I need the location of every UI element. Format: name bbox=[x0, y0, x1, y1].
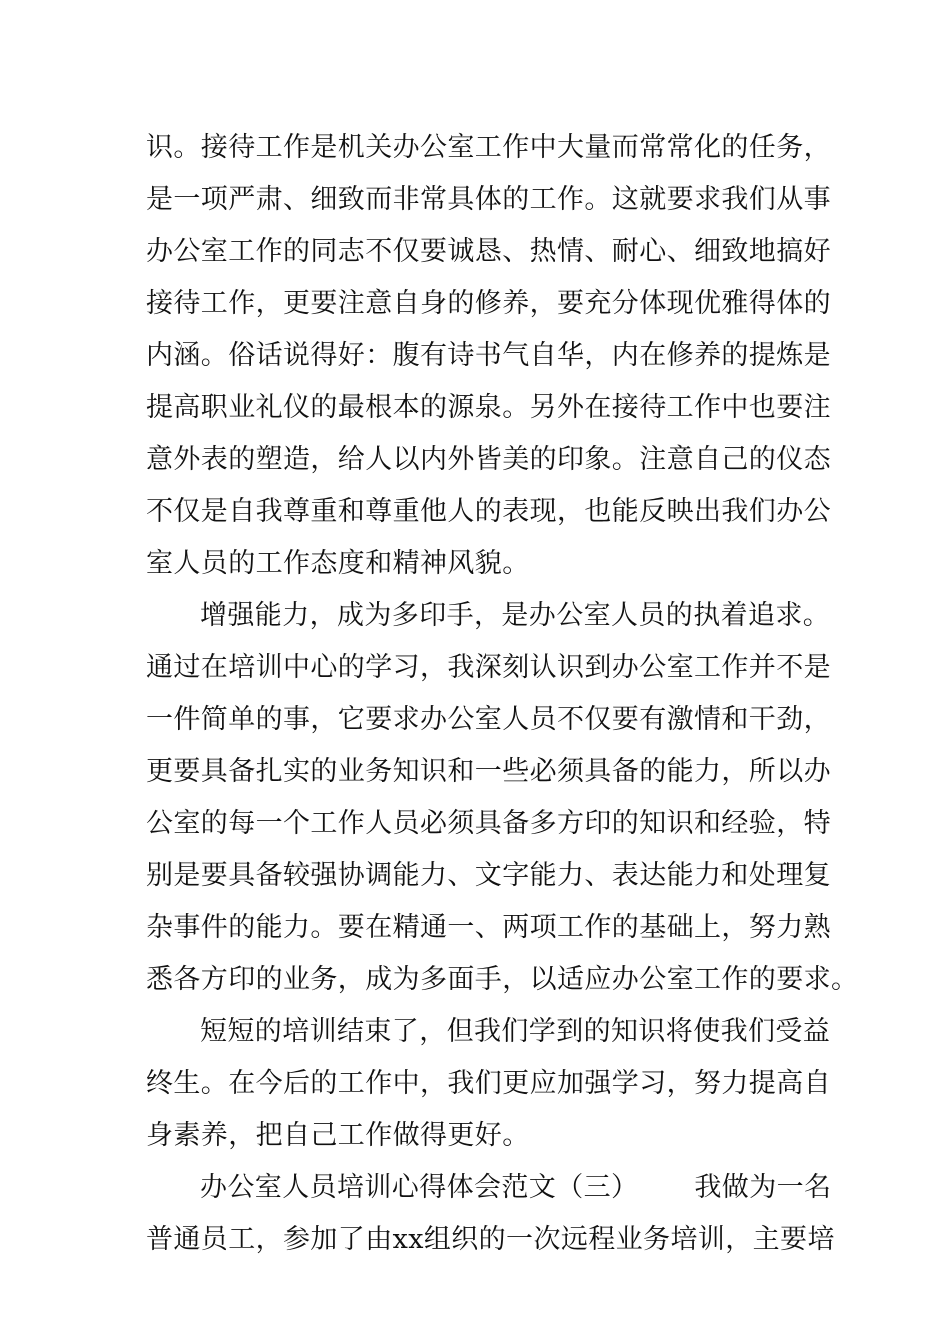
body-line: 不仅是自我尊重和尊重他人的表现，也能反映出我们办公 bbox=[146, 496, 831, 527]
body-line: 室人员的工作态度和精神风貌。 bbox=[146, 548, 530, 579]
body-line: 别是要具备较强协调能力、文字能力、表达能力和处理复 bbox=[146, 860, 831, 891]
body-line: 公室的每一个工作人员必须具备多方印的知识和经验，特 bbox=[146, 808, 831, 839]
body-line: 悉各方印的业务，成为多面手，以适应办公室工作的要求。 bbox=[146, 964, 859, 995]
body-line: 办公室工作的同志不仅要诚恳、热情、耐心、细致地搞好 bbox=[146, 236, 831, 267]
body-line: 一件简单的事，它要求办公室人员不仅要有激情和干劲， bbox=[146, 704, 831, 735]
body-line: 更要具备扎实的业务知识和一些必须具备的能力，所以办 bbox=[146, 756, 831, 787]
body-line: 终生。在今后的工作中，我们更应加强学习，努力提高自 bbox=[146, 1068, 831, 1099]
paragraph-start-line: 增强能力，成为多印手，是办公室人员的执着追求。 bbox=[200, 600, 831, 631]
body-line: 普通员工，参加了由xx组织的一次远程业务培训，主要培 bbox=[146, 1224, 835, 1255]
body-line: 意外表的塑造，给人以内外皆美的印象。注意自己的仪态 bbox=[146, 444, 831, 475]
heading-following-text: 我做为一名 bbox=[694, 1172, 832, 1203]
body-line: 身素养，把自己工作做得更好。 bbox=[146, 1120, 530, 1151]
body-line: 识。接待工作是机关办公室工作中大量而常常化的任务， bbox=[146, 132, 831, 163]
body-line: 杂事件的能力。要在精通一、两项工作的基础上，努力熟 bbox=[146, 912, 831, 943]
section-heading-line bbox=[200, 1168, 831, 1208]
body-line: 提高职业礼仪的最根本的源泉。另外在接待工作中也要注 bbox=[146, 392, 831, 423]
section-heading: 办公室人员培训心得体会范文（三） bbox=[200, 1172, 639, 1203]
paragraph-start-line: 短短的培训结束了，但我们学到的知识将使我们受益 bbox=[200, 1016, 831, 1047]
body-line: 内涵。俗话说得好：腹有诗书气自华，内在修养的提炼是 bbox=[146, 340, 831, 371]
body-line: 通过在培训中心的学习，我深刻认识到办公室工作并不是 bbox=[146, 652, 831, 683]
body-line: 是一项严肃、细致而非常具体的工作。这就要求我们从事 bbox=[146, 184, 831, 215]
body-line: 接待工作，更要注意自身的修养，要充分体现优雅得体的 bbox=[146, 288, 831, 319]
